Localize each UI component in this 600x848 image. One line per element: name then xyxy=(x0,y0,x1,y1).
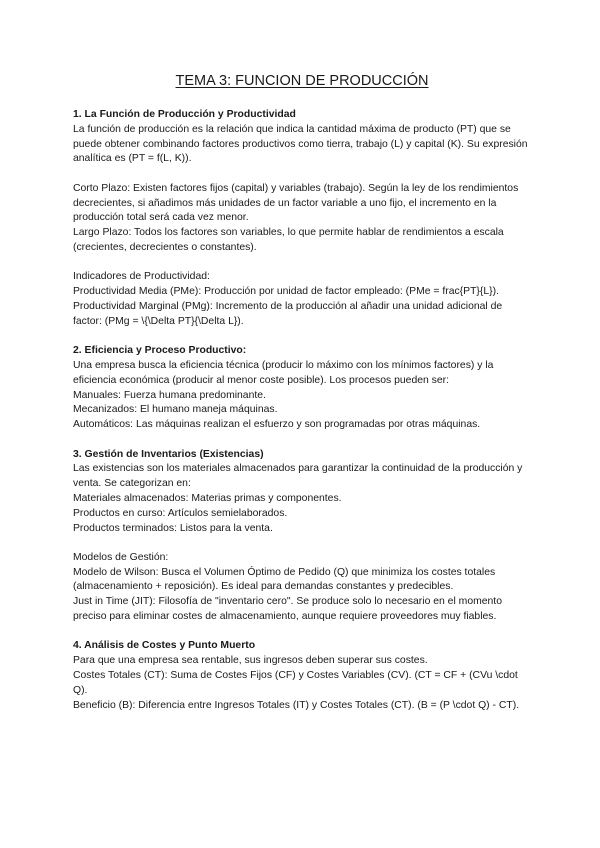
paragraph: Una empresa busca la eficiencia técnica (producir lo máximo con los mínimos factores) y la eficiencia económica (producir al menor coste posible). Los procesos pueden ser: xyxy=(73,359,494,386)
paragraph: Productos en curso: Artículos semielaborados. xyxy=(73,507,288,519)
section-heading: 1. La Función de Producción y Productividad xyxy=(73,109,296,120)
paragraph: Modelos de Gestión: xyxy=(73,551,169,563)
spacer xyxy=(73,625,531,640)
spacer xyxy=(73,536,531,551)
paragraph: Para que una empresa sea rentable, sus ingresos deben superar sus costes. xyxy=(73,655,428,667)
paragraph: Costes Totales (CT): Suma de Costes Fijos (CF) y Costes Variables (CV). (CT = CF + (CVu \cdot Q). xyxy=(73,670,518,696)
paragraph: Productividad Media (PMe): Producción por unidad de factor empleado: (PMe = frac{PT}{L}). xyxy=(73,286,499,298)
section-production-function xyxy=(73,108,531,330)
section-efficiency xyxy=(73,344,531,433)
spacer xyxy=(73,330,531,345)
paragraph: Just in Time (JIT): Filosofía de "inventario cero". Se produce solo lo necesario en el momento preciso para eliminar costes de almacenamiento, aunque requiere proveedores muy fiables. xyxy=(73,596,502,623)
paragraph: Mecanizados: El humano maneja máquinas. xyxy=(73,404,278,416)
paragraph: Indicadores de Productividad: xyxy=(73,271,210,283)
paragraph: Beneficio (B): Diferencia entre Ingresos Totales (IT) y Costes Totales (CT). (B = (P \cdot Q) - CT). xyxy=(73,699,520,711)
paragraph: La función de producción es la relación que indica la cantidad máxima de producto (PT) que se puede obtener combinando factores productivos como tierra, trabajo (L) y capital (K). Su expresión analítica es (PT = f(L, K)). xyxy=(73,123,528,165)
paragraph: Productos terminados: Listos para la venta. xyxy=(73,522,273,534)
paragraph: Manuales: Fuerza humana predominante. xyxy=(73,389,266,401)
section-costs xyxy=(73,639,531,713)
paragraph: Automáticos: Las máquinas realizan el esfuerzo y son programadas por otras máquinas. xyxy=(73,419,481,431)
paragraph: Las existencias son los materiales almacenados para garantizar la continuidad de la producción y venta. Se categorizan en: xyxy=(73,463,523,490)
paragraph: Largo Plazo: Todos los factores son variables, lo que permite hablar de rendimientos a escala (crecientes, decrecientes o constantes). xyxy=(73,227,504,253)
section-heading: 3. Gestión de Inventarios (Existencias) xyxy=(73,448,264,460)
page-title: TEMA 3: FUNCION DE PRODUCCIÓN xyxy=(175,73,429,89)
paragraph: Materiales almacenados: Materias primas y componentes. xyxy=(73,492,342,504)
paragraph: Corto Plazo: Existen factores fijos (capital) y variables (trabajo). Según la ley de los rendimientos decrecientes, si añadimos más unidades de un factor variable a uno fijo, el incremento en la producción total será cada vez menor. xyxy=(73,182,519,224)
section-heading: 2. Eficiencia y Proceso Productivo: xyxy=(73,345,247,357)
paragraph: Productividad Marginal (PMg): Incremento de la producción al añadir una unidad adicional de factor: (PMg = \{\Delta PT}{\Delta L}). xyxy=(73,300,503,327)
spacer xyxy=(73,256,531,271)
section-inventory xyxy=(73,448,531,625)
spacer xyxy=(73,433,531,448)
section-heading: 4. Análisis de Costes y Punto Muerto xyxy=(73,640,256,652)
spacer xyxy=(73,167,531,182)
paragraph: Modelo de Wilson: Busca el Volumen Óptimo de Pedido (Q) que minimiza los costes totales (almacenamiento + reposición). Es ideal para demandas constantes y predecibles. xyxy=(73,566,496,593)
document-page xyxy=(73,72,531,713)
